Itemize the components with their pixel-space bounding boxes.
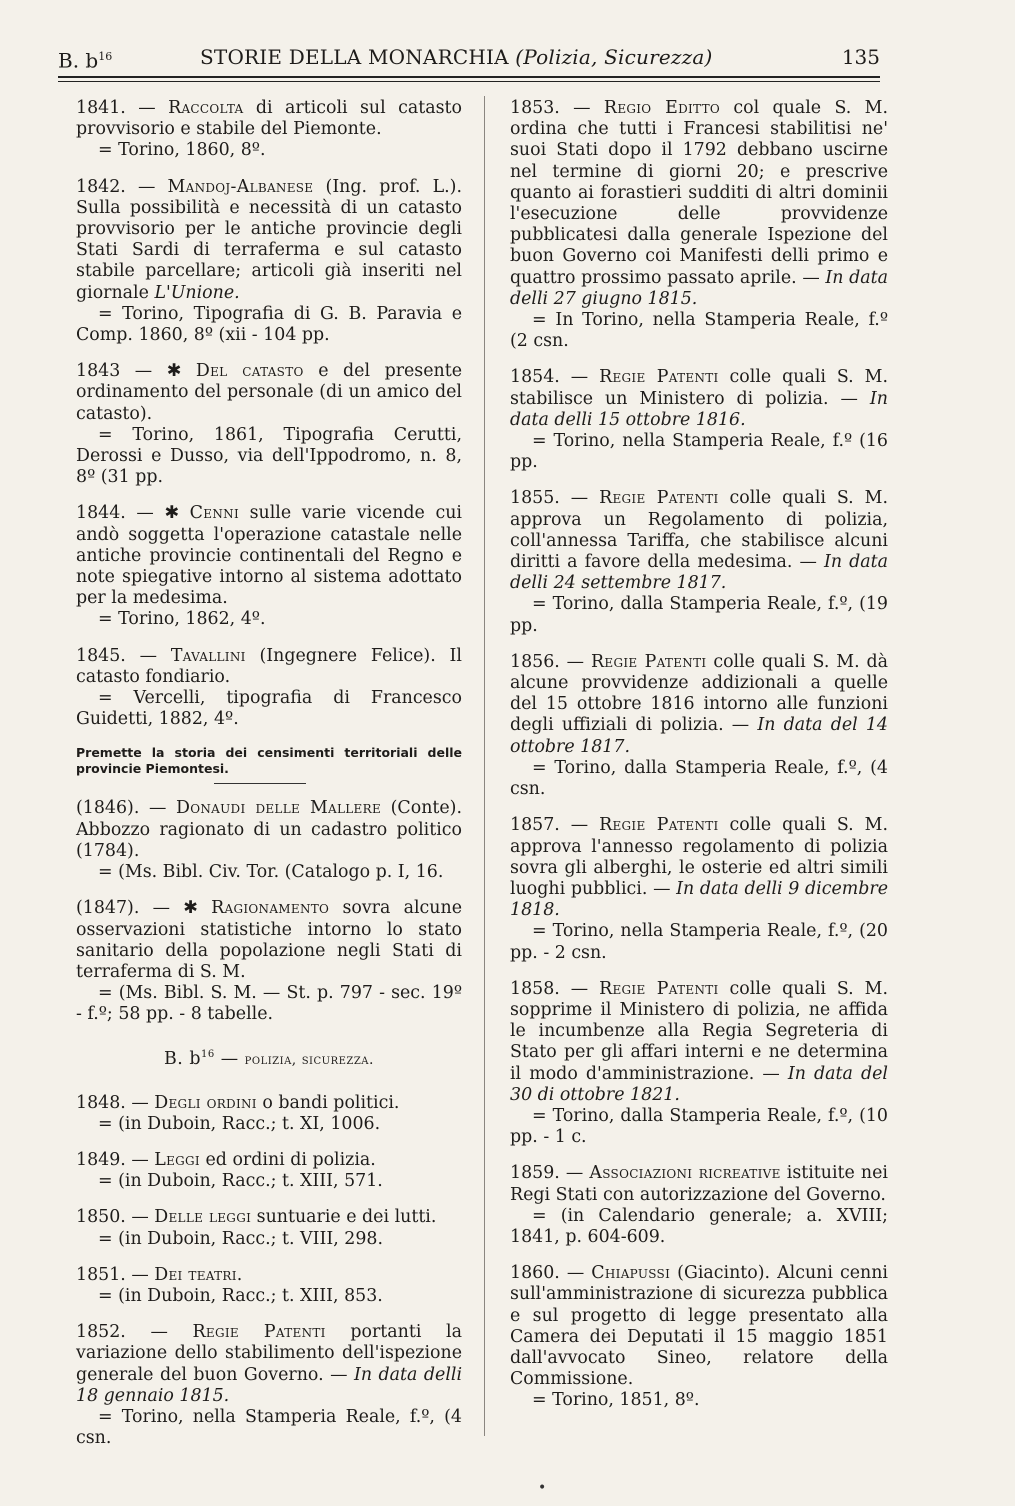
entry-author: Mandoj-Albanese xyxy=(167,176,314,197)
entry-author: Regie Patenti xyxy=(599,815,719,836)
entry-title: (Giacinto). Alcuni cenni sull'amministrazione di sicurezza pubblica e sul progetto di legge presentato alla Camera dei Deputati il 15 maggio 1851 dall'avvocato Sineo, relatore della Commissione. xyxy=(510,1263,888,1390)
entry-date: In data del 30 di ottobre 1821. xyxy=(510,1063,888,1105)
entry-number: 1855. — xyxy=(510,488,589,509)
bibliography-entry xyxy=(76,646,462,731)
entry-publication: = (in Calendario generale; a. XVIII; 1841, p. 604-609. xyxy=(510,1205,888,1247)
entry-title: colle quali S. M. stabilisce un Ministero di polizia. — xyxy=(510,367,888,409)
entry-publication: = Torino, nella Stamperia Reale, f.º (16 pp. xyxy=(510,431,888,473)
entry-number: 1851. — xyxy=(76,1264,149,1285)
bibliography-entry xyxy=(76,1207,462,1249)
entry-title: (Ingegnere Felice). Il catasto fondiario. xyxy=(76,645,462,687)
entry-title: istituite nei Regi Stati con autorizzazione del Governo. xyxy=(510,1163,888,1205)
entry-number: 1853. — xyxy=(510,98,591,118)
bibliography-entry xyxy=(76,798,462,883)
page-number: 135 xyxy=(841,45,880,69)
entry-title: colle quali S. M. approva l'annesso regolamento di polizia sovra gli alberghi, le osterie ed altri simili luoghi pubblici. — xyxy=(510,815,888,899)
entry-publication: = Torino, dalla Stamperia Reale, f.º, (10 pp. - 1 c. xyxy=(510,1105,888,1148)
entry-publication: = Torino, 1862, 4º. xyxy=(98,609,266,630)
running-header xyxy=(58,40,880,74)
entry-title: ed ordini di polizia. xyxy=(199,1149,376,1170)
entry-author: Delle leggi xyxy=(154,1207,252,1228)
entry-number: 1841. — xyxy=(76,98,156,118)
bibliography-entry xyxy=(76,898,462,1025)
entry-number: 1856. — xyxy=(510,651,585,672)
entry-number: 1850. — xyxy=(76,1207,149,1228)
header-rule-thin xyxy=(58,81,880,82)
entry-author: Cenni xyxy=(189,503,239,524)
left-column xyxy=(76,98,462,1464)
bibliography-entry xyxy=(76,1150,462,1192)
entry-title: sulle varie vicende cui andò soggetta l'operazione catastale nelle antiche provincie continentali del Regno e note spiegative intorno al sistema adottato per la medesima. xyxy=(76,503,462,609)
bibliography-entry xyxy=(510,367,888,473)
column-divider xyxy=(484,96,485,1436)
entry-title: suntuarie e dei lutti. xyxy=(251,1207,437,1228)
entry-author: Regie Patenti xyxy=(192,1322,326,1343)
entry-number: 1860. — xyxy=(510,1263,585,1284)
entry-title: (Conte). Abbozzo ragionato di un cadastro politico (1784). xyxy=(76,798,462,861)
entry-publication: = Torino, 1851, 8º. xyxy=(532,1390,700,1411)
bibliography-entry xyxy=(76,98,462,162)
bibliography-entry xyxy=(510,815,888,963)
entry-date: L'Unione. xyxy=(154,282,240,303)
bibliography-entry xyxy=(510,1163,888,1248)
section-heading: B. $b^{16}$ — polizia, sicurezza. xyxy=(164,1048,374,1069)
bibliography-entry xyxy=(510,652,888,800)
entry-publication: = (Ms. Bibl. Civ. Tor. (Catalogo p. I, 16. xyxy=(98,862,444,883)
entry-title: (Ing. prof. L.). Sulla possibilità e necessità di un catasto provvisorio per le antiche provincie degli Stati Sardi di terraferma e sul catasto stabile parcellare; articoli già inseriti nel giornale xyxy=(76,176,462,303)
entry-number: 1848. — xyxy=(76,1092,149,1113)
entry-publication: = (in Duboin, Racc.; t. XI, 1006. xyxy=(98,1113,381,1134)
short-rule xyxy=(214,783,306,784)
bibliography-entry xyxy=(510,1263,888,1411)
bibliography-entry xyxy=(510,488,888,636)
entry-title: colle quali S. M. approva un Regolamento di polizia, coll'annessa Tariffa, che stabilisce alcuni diritti a favore della medesima. — xyxy=(510,488,888,573)
entry-author: Leggi xyxy=(154,1149,200,1170)
entry-publication: = Torino, nella Stamperia Reale, f.º, (20 pp. - 2 csn. xyxy=(510,921,888,963)
entry-author: Chiapussi xyxy=(591,1263,671,1284)
right-column xyxy=(510,98,888,1427)
entry-number: 1859. — xyxy=(510,1163,584,1184)
bibliography-entry xyxy=(76,1265,462,1307)
entry-publication: = (in Duboin, Racc.; t. VIII, 298. xyxy=(98,1228,383,1249)
entry-publication: = Torino, dalla Stamperia Reale, f.º, (19 pp. xyxy=(510,594,888,636)
entry-author: Regie Patenti xyxy=(590,651,707,672)
entry-number: 1849. — xyxy=(76,1149,149,1170)
entry-author: Dei teatri. xyxy=(154,1264,243,1285)
entry-number: 1852. — xyxy=(76,1322,168,1343)
entry-author: Ragionamento xyxy=(211,898,330,919)
entry-date: In data delli 18 gennaio 1815. xyxy=(76,1364,463,1406)
entry-publication: = Torino, 1860, 8º. xyxy=(98,140,266,161)
bibliography-entry xyxy=(76,361,462,488)
entry-title: col quale S. M. ordina che tutti i Francesi stabilitisi ne' suoi Stati dopo il 1792 debbano uscirne nel termine di giorni 20; e prescrive quanto ai forastieri sudditi di altri dominii l'esecuzione delle provvidenze pubblicatesi dalla generale Ispezione del buon Governo coi Manifesti delli primo e quattro prossimo passato aprile. — xyxy=(510,98,888,288)
entry-author: Raccolta xyxy=(168,98,244,118)
bibliography-entry xyxy=(76,503,462,630)
header-rule-thick xyxy=(58,76,880,78)
entry-number: 1857. — xyxy=(510,815,589,836)
entry-title: o bandi politici. xyxy=(256,1092,400,1113)
entry-number: 1845. — xyxy=(76,645,158,666)
entry-publication: = Torino, dalla Stamperia Reale, f.º, (4 csn. xyxy=(510,757,888,800)
entry-title: colle quali S. M. sopprime il Ministero di polizia, ne affida le incumbenze alla Regia Segreteria di Stato per gli affari interni e ne determina il modo d'amministrazione. — xyxy=(510,978,888,1084)
bibliography-entry xyxy=(76,177,462,347)
entry-number: 1854. — xyxy=(510,367,589,388)
entry-number: 1843 — ✱ xyxy=(76,361,182,382)
entry-number: 1858. — xyxy=(510,978,589,999)
entry-author: Del catasto xyxy=(195,361,304,382)
entry-date: In data delli 15 ottobre 1816. xyxy=(510,388,888,430)
bibliography-entry xyxy=(510,979,888,1149)
entry-author: Tavallini xyxy=(170,645,246,666)
entry-publication: = Vercelli, tipografia di Francesco Guidetti, 1882, 4º. xyxy=(76,688,462,730)
entry-number: 1844. — ✱ xyxy=(76,503,180,524)
entry-author: Regie Patenti xyxy=(599,978,719,999)
entry-publication: = Torino, nella Stamperia Reale, f.º, (4 csn. xyxy=(76,1406,462,1449)
entry-author: Regio Editto xyxy=(603,98,721,118)
entry-date: In data delli 24 settembre 1817. xyxy=(510,552,888,594)
entry-author: Degli ordini xyxy=(154,1092,257,1113)
entry-publication: = Torino, 1861, Tipografia Cerutti, Derossi e Dusso, via dell'Ippodromo, n. 8, 8º (31 pp. xyxy=(76,424,462,488)
entry-author: Donaudi delle Mallere xyxy=(176,798,382,819)
entry-author: Regie Patenti xyxy=(599,488,719,509)
entry-number: 1842. — xyxy=(76,176,156,197)
entry-author: Regie Patenti xyxy=(599,367,719,388)
entry-title: colle quali S. M. dà alcune provvidenze addizionali a quelle del 15 ottobre 1816 intorno alle funzioni degli uffiziali di polizia. — xyxy=(510,651,889,736)
entry-publication: = Torino, Tipografia di G. B. Paravia e Comp. 1860, 8º (xii - 104 pp. xyxy=(76,303,462,346)
entry-date: In data del 14 ottobre 1817. xyxy=(510,715,888,757)
entry-date: In data delli 27 giugno 1815. xyxy=(510,267,888,309)
entry-author: Associazioni ricreative xyxy=(589,1163,781,1184)
entry-publication: = (in Duboin, Racc.; t. XIII, 853. xyxy=(98,1285,383,1306)
entry-title: sovra alcune osservazioni statistiche intorno lo stato sanitario della popolazione negli Stati di terraferma di S. M. xyxy=(76,898,462,982)
section-code: B. $b^{16}$ xyxy=(58,48,113,73)
entry-title: portanti la variazione dello stabilimento dell'ispezione generale del buon Governo. — xyxy=(76,1322,462,1385)
entry-publication: = In Torino, nella Stamperia Reale, f.º (2 csn. xyxy=(510,310,888,352)
ink-speck: • xyxy=(538,1480,547,1496)
bibliography-entry xyxy=(510,98,888,352)
entry-publication: = (in Duboin, Racc.; t. XIII, 571. xyxy=(98,1171,383,1192)
entry-title: e del presente ordinamento del personale (di un amico del catasto). xyxy=(76,361,462,424)
entry-number: (1847). — ✱ xyxy=(76,898,198,919)
running-title: STORIE DELLA MONARCHIA (Polizia, Sicurezza) xyxy=(200,45,713,69)
bibliography-entry xyxy=(76,1322,462,1449)
editorial-note: Premette la storia dei censimenti territoriali delle provincie Piemontesi. xyxy=(76,745,462,777)
entry-date: In data delli 9 dicembre 1818. xyxy=(510,878,888,921)
entry-title: di articoli sul catasto provvisorio e stabile del Piemonte. xyxy=(76,98,462,140)
entry-number: (1846). — xyxy=(76,798,167,819)
entry-publication: = (Ms. Bibl. S. M. — St. p. 797 - sec. 19º - f.º; 58 pp. - 8 tabelle. xyxy=(76,983,462,1025)
bibliography-entry xyxy=(76,1093,462,1135)
